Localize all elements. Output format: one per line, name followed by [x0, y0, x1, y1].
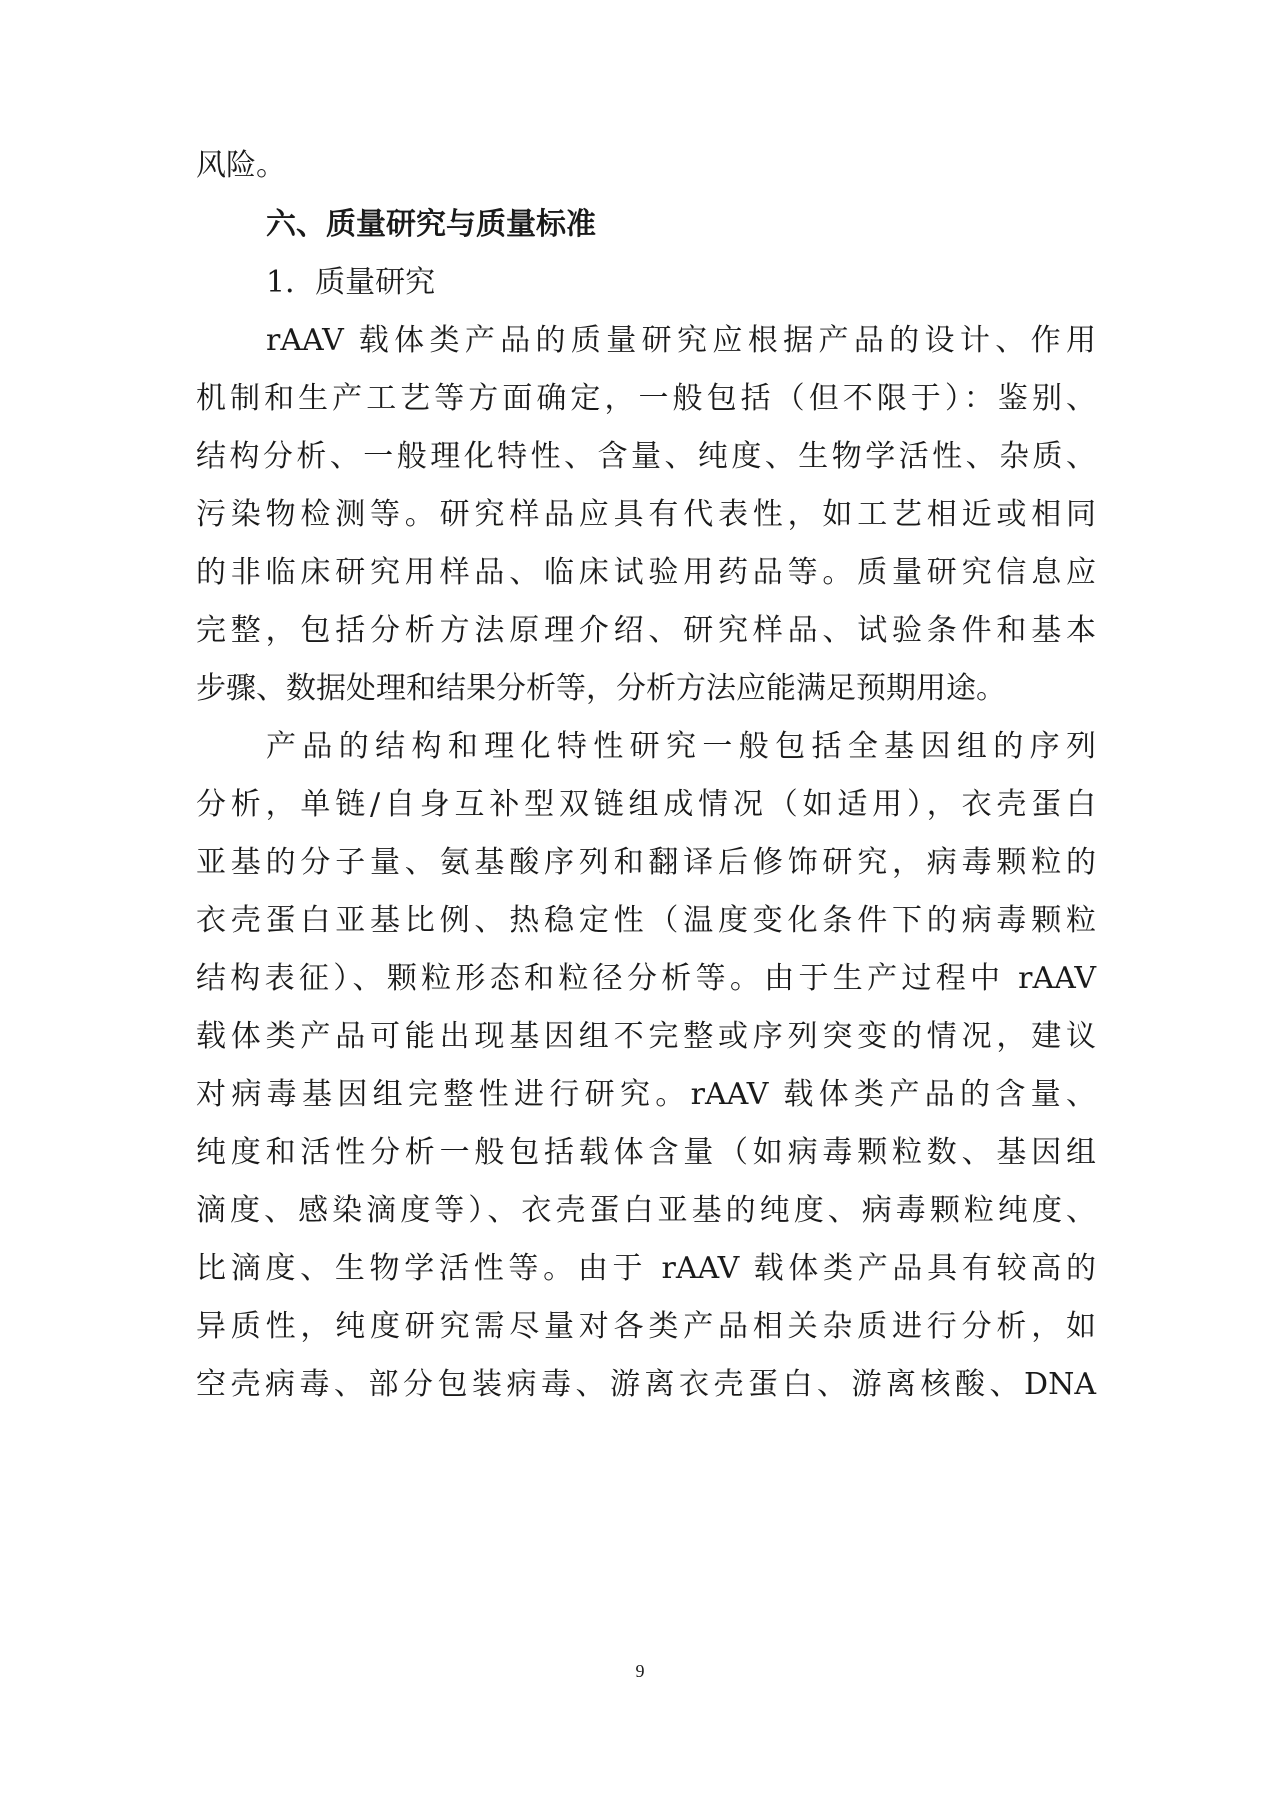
- page-number: 9: [635, 1661, 645, 1681]
- paragraph-line: 产品的结构和理化特性研究一般包括全基因组的序列: [266, 729, 1096, 764]
- subsection-heading: 1．质量研究: [266, 265, 436, 300]
- paragraph-line: 的非临床研究用样品、临床试验用药品等。质量研究信息应: [196, 555, 1096, 590]
- paragraph-line: 比滴度、生物学活性等。由于 rAAV 载体类产品具有较高的: [196, 1251, 1096, 1286]
- paragraph-line: 结构表征）、颗粒形态和粒径分析等。由于生产过程中 rAAV: [196, 961, 1096, 996]
- paragraph-line: 空壳病毒、部分包装病毒、游离衣壳蛋白、游离核酸、DNA: [196, 1367, 1096, 1402]
- paragraph-line: 异质性，纯度研究需尽量对各类产品相关杂质进行分析，如: [196, 1309, 1096, 1344]
- paragraph-line: 衣壳蛋白亚基比例、热稳定性（温度变化条件下的病毒颗粒: [196, 903, 1096, 938]
- paragraph-line: 对病毒基因组完整性进行研究。rAAV 载体类产品的含量、: [196, 1077, 1096, 1112]
- paragraph-line: 步骤、数据处理和结果分析等，分析方法应能满足预期用途。: [196, 671, 1006, 706]
- paragraph-line: 纯度和活性分析一般包括载体含量（如病毒颗粒数、基因组: [196, 1135, 1096, 1170]
- paragraph-line: 机制和生产工艺等方面确定，一般包括（但不限于）：鉴别、: [196, 381, 1096, 416]
- paragraph-line: 污染物检测等。研究样品应具有代表性，如工艺相近或相同: [196, 497, 1096, 532]
- paragraph-line: 结构分析、一般理化特性、含量、纯度、生物学活性、杂质、: [196, 439, 1096, 474]
- section-heading: 六、质量研究与质量标准: [266, 207, 596, 242]
- paragraph-line: rAAV 载体类产品的质量研究应根据产品的设计、作用: [266, 323, 1096, 358]
- paragraph-line: 分析，单链/自身互补型双链组成情况（如适用），衣壳蛋白: [196, 787, 1096, 822]
- paragraph-line: 完整，包括分析方法原理介绍、研究样品、试验条件和基本: [196, 613, 1096, 648]
- paragraph-line: 亚基的分子量、氨基酸序列和翻译后修饰研究，病毒颗粒的: [196, 845, 1096, 880]
- continuation-text: 风险。: [196, 148, 286, 183]
- paragraph-line: 载体类产品可能出现基因组不完整或序列突变的情况，建议: [196, 1019, 1096, 1054]
- paragraph-line: 滴度、感染滴度等）、衣壳蛋白亚基的纯度、病毒颗粒纯度、: [196, 1193, 1096, 1228]
